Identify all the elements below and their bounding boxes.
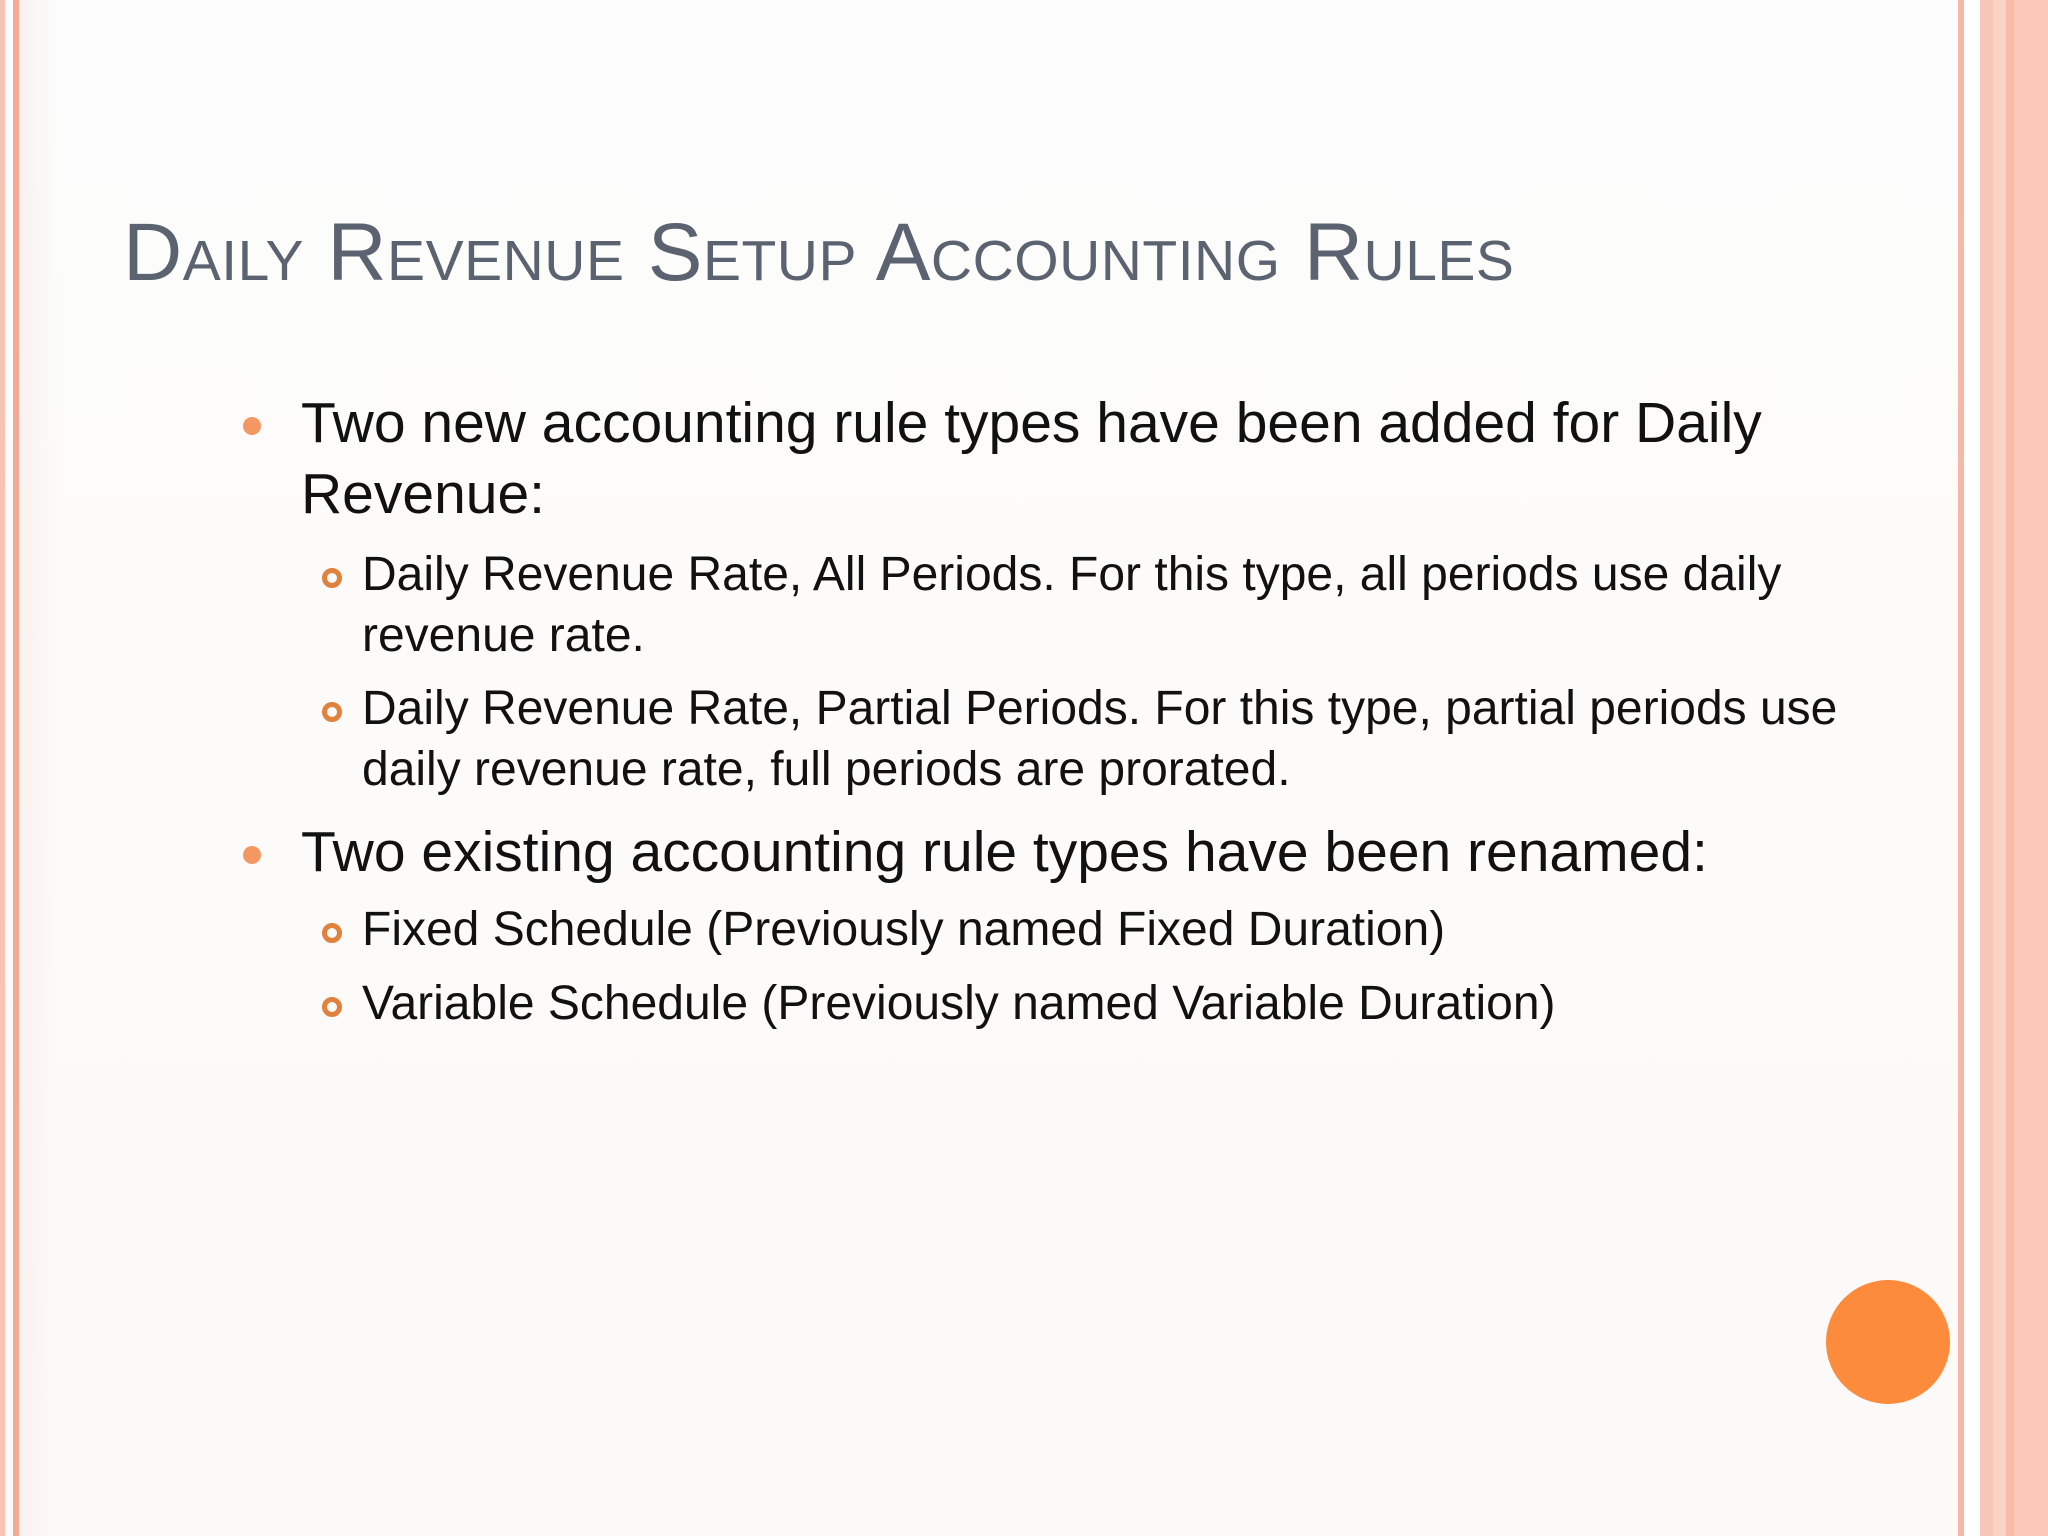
sub-bullet-text: Variable Schedule (Previously named Variable Duration) (362, 977, 1556, 1030)
bullet-dot-icon (243, 846, 261, 864)
sub-bullet-ring-icon (322, 997, 342, 1017)
bullet-dot-icon (243, 417, 261, 435)
sub-bullet-text: Daily Revenue Rate, All Periods. For this type, all periods use daily revenue rate. (362, 548, 1782, 662)
sub-bullet-item (362, 544, 1902, 666)
sub-bullet-ring-icon (322, 702, 342, 722)
slide-title: Daily Revenue Setup Accounting Rules (123, 207, 1515, 298)
sub-bullet-item (362, 899, 1902, 960)
sub-bullet-text: Daily Revenue Rate, Partial Periods. For this type, partial periods use daily revenue rate, full periods are prorated. (362, 682, 1838, 796)
bullet-text: Two existing accounting rule types have been renamed: (301, 820, 1708, 884)
sub-bullet-ring-icon (322, 568, 342, 588)
decorative-orange-circle (1826, 1280, 1950, 1404)
sub-bullet-item (362, 973, 1902, 1034)
sub-bullet-ring-icon (322, 923, 342, 943)
bullet-text: Two new accounting rule types have been added for Daily Revenue: (301, 391, 1762, 526)
sub-bullet-text: Fixed Schedule (Previously named Fixed Duration) (362, 903, 1446, 956)
bullet-item (301, 817, 1881, 888)
sub-bullet-item (362, 678, 1902, 800)
bullet-item (301, 388, 1881, 530)
